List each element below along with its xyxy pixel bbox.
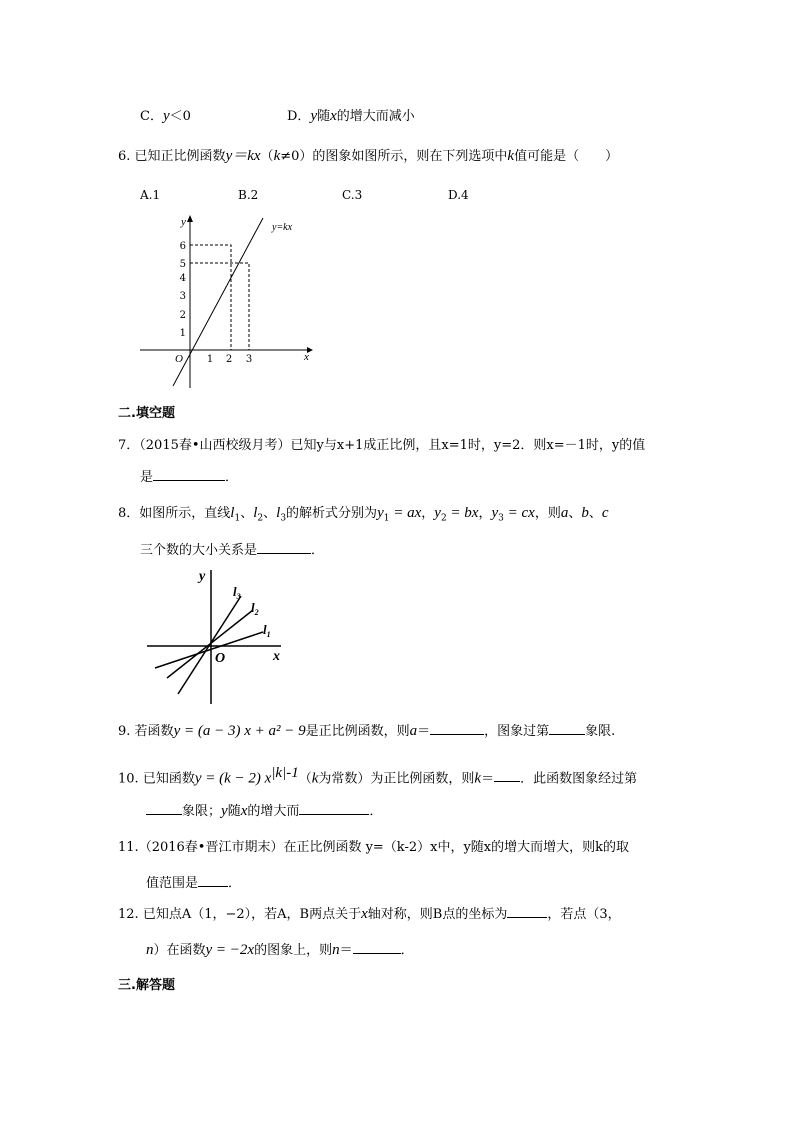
q11-line2: [146, 872, 241, 894]
text: ，则: [534, 506, 561, 521]
formula: = cx: [503, 505, 535, 521]
answer-blank[interactable]: [507, 903, 547, 918]
question-number: 8．: [118, 506, 140, 521]
var: a: [409, 723, 418, 739]
x-tick: 2: [225, 354, 233, 365]
text: 若函数: [134, 724, 174, 739]
text: 的增大而: [247, 804, 300, 819]
text: ．: [225, 470, 239, 485]
answer-blank[interactable]: [430, 720, 484, 735]
subscript: 1: [266, 630, 271, 639]
q6-option-c: C.3: [342, 188, 363, 202]
l1-label: [263, 622, 271, 639]
q6-option-b: B.2: [238, 188, 259, 202]
q10-line2: [146, 800, 382, 822]
q10-line1: [118, 763, 637, 789]
q6-graph: [135, 212, 335, 392]
x-tick: 3: [245, 354, 253, 365]
text: 已知点A（1，−2），若A，B两点关于: [142, 907, 362, 922]
y-tick: 6: [179, 241, 186, 252]
y-label: y: [199, 569, 206, 584]
var: k: [311, 770, 319, 787]
var: y: [310, 108, 318, 124]
text: （: [298, 771, 312, 787]
text: 值可能是（ ）: [514, 149, 619, 164]
text: ．: [369, 804, 383, 819]
origin-label: O: [215, 651, 226, 666]
answer-blank[interactable]: [353, 939, 401, 954]
y-axis-arrow: [187, 215, 193, 222]
var: x: [330, 108, 337, 124]
text: ，若点（3，: [547, 907, 621, 922]
subscript: 3: [280, 513, 287, 524]
option-label: C．: [140, 109, 163, 124]
answer-blank[interactable]: [549, 720, 585, 735]
text: 、: [263, 506, 277, 521]
q6-stem: [118, 146, 618, 167]
var: l: [230, 505, 235, 521]
question-number: 6.: [118, 149, 131, 164]
text: ＝: [481, 771, 495, 787]
text: 轴对称，则B点的坐标为: [367, 907, 508, 922]
var: y: [491, 505, 499, 521]
y-label: y: [181, 216, 186, 228]
text: （2015春•山西校级月考）已知y与x+1成正比例，且x=1时，y=2．则x=－1时，y的值: [139, 438, 646, 453]
text: ≠0）的图象如图所示，则在下列选项中: [280, 149, 508, 164]
text: ．: [311, 543, 325, 558]
text: 象限；: [182, 804, 222, 819]
question-number: 12.: [118, 907, 139, 922]
option-label: D．: [287, 109, 311, 124]
y-tick: 1: [179, 328, 186, 339]
text: ＝: [339, 943, 353, 958]
var: n: [332, 942, 340, 958]
var: n: [146, 942, 154, 958]
var: y: [162, 108, 170, 124]
l2-label: [251, 600, 259, 617]
guide-6: [190, 245, 231, 350]
var: b: [581, 505, 589, 521]
subscript: 1: [383, 513, 390, 524]
text: ＝: [417, 724, 431, 739]
line-l1: [155, 632, 263, 668]
formula: y = (a − 3) x + a² − 9: [173, 723, 306, 739]
var: k: [507, 148, 515, 164]
q8-line2: [140, 539, 324, 561]
text: 是正比例函数，则: [305, 724, 410, 739]
var: k: [273, 148, 281, 164]
section-2-heading: 二.填空题: [118, 406, 175, 421]
text: 、: [240, 506, 254, 521]
option-text: 的增大而减小: [336, 109, 415, 124]
formula: y = (k − 2) x: [194, 770, 272, 787]
y-tick: 2: [179, 310, 186, 321]
question-number: 11.: [118, 840, 139, 855]
answer-blank[interactable]: [146, 800, 182, 815]
text: 的解析式分别为: [286, 506, 378, 521]
text: 随: [227, 804, 241, 819]
var: y: [221, 803, 228, 819]
formula: y = −2x: [205, 942, 255, 958]
text: 值范围是: [146, 876, 199, 891]
l3-label: [233, 584, 241, 601]
q6-option-a: A.1: [140, 188, 161, 202]
q12-line1: [118, 903, 621, 925]
text: ）在函数: [153, 943, 206, 958]
text: 如图所示，直线: [139, 506, 231, 521]
y-tick: 3: [179, 291, 186, 302]
line-l3: [178, 596, 241, 694]
q8-line1: 8．如图所示，直线$l_1$、$l_2$、$l_3$的解析式分别为$y_1$ = ax，$y_2$ = bx，$y_3$ = cx，则a、b、c: [118, 505, 609, 524]
formula: = bx: [446, 505, 479, 521]
answer-blank[interactable]: [299, 800, 369, 815]
var: x: [240, 803, 248, 819]
var: c: [601, 505, 609, 521]
text: ．此函数图象经过第: [520, 771, 638, 787]
line-label: y=kx: [272, 222, 293, 233]
text: 已知函数: [142, 771, 195, 787]
subscript: 2: [257, 513, 264, 524]
q7-line1: [118, 436, 645, 456]
question-number: 10.: [118, 771, 139, 787]
y-tick: 4: [179, 273, 186, 284]
var: l: [251, 600, 255, 615]
q5-option-d: [287, 106, 415, 127]
var: x: [361, 906, 368, 922]
subscript: 2: [440, 513, 447, 524]
text: 的图象上，则: [254, 943, 333, 958]
q11-line1: [118, 838, 629, 858]
var: k: [474, 770, 482, 787]
y-tick: 5: [179, 259, 186, 270]
text: ．: [228, 876, 242, 891]
answer-blank[interactable]: [494, 767, 520, 782]
text: 为常数）为正比例函数，则: [318, 771, 475, 787]
text: 三个数的大小关系是: [140, 543, 258, 558]
answer-blank[interactable]: [198, 872, 228, 887]
text: 已知正比例函数: [134, 149, 226, 164]
answer-blank[interactable]: [153, 466, 225, 481]
var: a: [560, 505, 569, 521]
answer-blank[interactable]: [257, 539, 311, 554]
var: y: [377, 505, 384, 521]
q5-option-c: [140, 106, 191, 127]
question-number: 7．: [118, 438, 140, 453]
text: 随: [317, 109, 331, 124]
exponent: |k|-1: [271, 765, 299, 781]
text: ．: [400, 943, 414, 958]
x-label: x: [273, 649, 280, 664]
var: l: [253, 505, 258, 521]
text: （2016春•晋江市期末）在正比例函数 y=（k-2）x中，y随x的增大而增大，则k的取: [138, 840, 630, 855]
var: y: [434, 505, 441, 521]
x-label: x: [304, 351, 309, 363]
formula: = ax: [389, 505, 422, 521]
var: l: [263, 622, 267, 637]
q9-line: [118, 720, 615, 742]
section-3-heading: 三.解答题: [118, 978, 175, 993]
subscript: 3: [236, 592, 241, 601]
subscript: 1: [234, 513, 241, 524]
text: 是: [140, 470, 154, 485]
text: 象限.: [585, 724, 616, 739]
origin-label: O: [175, 353, 183, 365]
var: l: [276, 505, 281, 521]
subscript: 2: [254, 608, 259, 617]
text: （: [260, 149, 274, 164]
q7-line2: [140, 466, 238, 488]
subscript: 3: [498, 513, 504, 524]
q8-graph: [145, 566, 295, 706]
q12-line2: [146, 939, 414, 961]
q6-option-d: D.4: [448, 188, 469, 202]
question-number: 9.: [118, 724, 131, 739]
text: ，图象过第: [484, 724, 550, 739]
option-text: ＜0: [169, 109, 191, 124]
x-tick: 1: [206, 354, 214, 365]
formula: y＝kx: [225, 148, 261, 164]
var: l: [233, 584, 237, 599]
